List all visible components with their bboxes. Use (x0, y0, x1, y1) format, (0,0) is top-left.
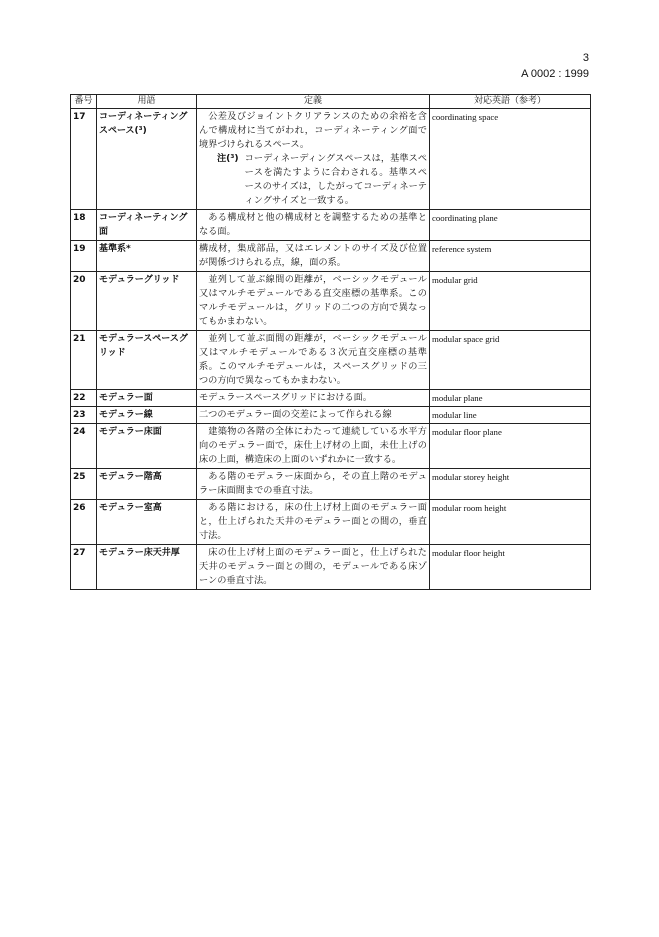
term-english: modular room height (430, 500, 591, 545)
term-english: reference system (430, 241, 591, 272)
term-name: コーディネーティングスペース(³) (97, 109, 197, 210)
term-definition: 建築物の各階の全体にわたって連続している水平方向のモデュラー面で，床仕上げ材の上面，未仕上げの床の上面，構造床の上面のいずれかに一致する。 (199, 426, 427, 465)
term-number: 25 (71, 469, 97, 500)
table-row (71, 424, 591, 469)
term-definition-cell (197, 545, 430, 590)
term-english: modular line (430, 407, 591, 424)
term-english: coordinating space (430, 109, 591, 210)
table-row (71, 241, 591, 272)
table-row (71, 390, 591, 407)
note-text: コーディネーディングスペースは，基準スペースを満たすように合わされる。基準スペースのサイズは，したがってコーディネーティングサイズと一致する。 (244, 153, 427, 206)
term-english: modular grid (430, 272, 591, 331)
term-definition-cell (197, 500, 430, 545)
term-name: モデュラー面 (97, 390, 197, 407)
term-number: 19 (71, 241, 97, 272)
term-name: モデュラー床天井厚 (97, 545, 197, 590)
term-english: coordinating plane (430, 210, 591, 241)
term-definition: 並列して並ぶ面間の距離が，ベーシックモデュール又はマルチモデュールである３次元直交座標の基準系。このマルチモデュールは，スペースグリッドの三つの方向で異なってもかまわない。 (199, 333, 427, 386)
term-definition: 二つのモデュラー面の交差によって作られる線 (199, 409, 392, 420)
table-row (71, 272, 591, 331)
term-english: modular floor height (430, 545, 591, 590)
term-note (217, 152, 427, 208)
term-number: 22 (71, 390, 97, 407)
table-row (71, 109, 591, 210)
term-definition: モデュラースペースグリッドにおける面。 (199, 392, 372, 403)
term-definition: 構成材，集成部品，又はエレメントのサイズ及び位置が関係づけられる点，線，面の系。 (199, 243, 427, 268)
column-header-english: 対応英語（参考） (430, 95, 591, 109)
table-row (71, 545, 591, 590)
term-definition: 公差及びジョイントクリアランスのための余裕を含んで構成材に当てがわれ，コーディネーティング面で境界づけられるスペース。 (199, 111, 427, 150)
term-number: 23 (71, 407, 97, 424)
term-definition: 床の仕上げ材上面のモデュラー面と，仕上げられた天井のモデュラー面との間の，モデュールである床ゾーンの垂直寸法。 (199, 547, 427, 586)
term-name: モデュラースペースグリッド (97, 331, 197, 390)
term-definition-cell (197, 241, 430, 272)
standard-number: A 0002 : 1999 (521, 68, 589, 80)
table-body (71, 109, 591, 590)
term-number: 27 (71, 545, 97, 590)
term-number: 24 (71, 424, 97, 469)
page-number: 3 (582, 52, 589, 64)
term-definition-cell (197, 407, 430, 424)
table-row (71, 407, 591, 424)
term-definition-cell (197, 469, 430, 500)
term-definition-cell (197, 109, 430, 210)
table-row (71, 500, 591, 545)
terms-table (70, 94, 591, 590)
table-row (71, 210, 591, 241)
term-number: 21 (71, 331, 97, 390)
note-label: 注(³) (217, 153, 239, 164)
term-definition: ある階における，床の仕上げ材上面のモデュラー面と，仕上げられた天井のモデュラー面との間の，垂直寸法。 (199, 502, 427, 541)
term-english: modular floor plane (430, 424, 591, 469)
term-name: モデュラー室高 (97, 500, 197, 545)
term-definition-cell (197, 390, 430, 407)
table-row (71, 331, 591, 390)
term-name: コーディネーティング面 (97, 210, 197, 241)
term-definition-cell (197, 272, 430, 331)
term-definition: ある構成材と他の構成材とを調整するための基準となる面。 (199, 212, 427, 237)
term-definition: ある階のモデュラー床面から，その直上階のモデュラー床面間までの垂直寸法。 (199, 471, 427, 496)
term-definition-cell (197, 424, 430, 469)
term-name: モデュラーグリッド (97, 272, 197, 331)
term-number: 20 (71, 272, 97, 331)
term-name: モデュラー線 (97, 407, 197, 424)
table-header-row (71, 95, 591, 109)
column-header-definition: 定義 (197, 95, 430, 109)
term-name: 基準系* (97, 241, 197, 272)
term-english: modular plane (430, 390, 591, 407)
term-number: 26 (71, 500, 97, 545)
term-definition-cell (197, 210, 430, 241)
term-number: 18 (71, 210, 97, 241)
term-english: modular storey height (430, 469, 591, 500)
term-name: モデュラー階高 (97, 469, 197, 500)
term-definition: 並列して並ぶ線間の距離が，ベーシックモデュール又はマルチモデュールである直交座標の基準系。このマルチモデュールは，グリッドの二つの方向で異なってもかまわない。 (199, 274, 427, 327)
column-header-number: 番号 (71, 95, 97, 109)
table-row (71, 469, 591, 500)
term-number: 17 (71, 109, 97, 210)
term-english: modular space grid (430, 331, 591, 390)
column-header-term: 用語 (97, 95, 197, 109)
term-definition-cell (197, 331, 430, 390)
term-name: モデュラー床面 (97, 424, 197, 469)
